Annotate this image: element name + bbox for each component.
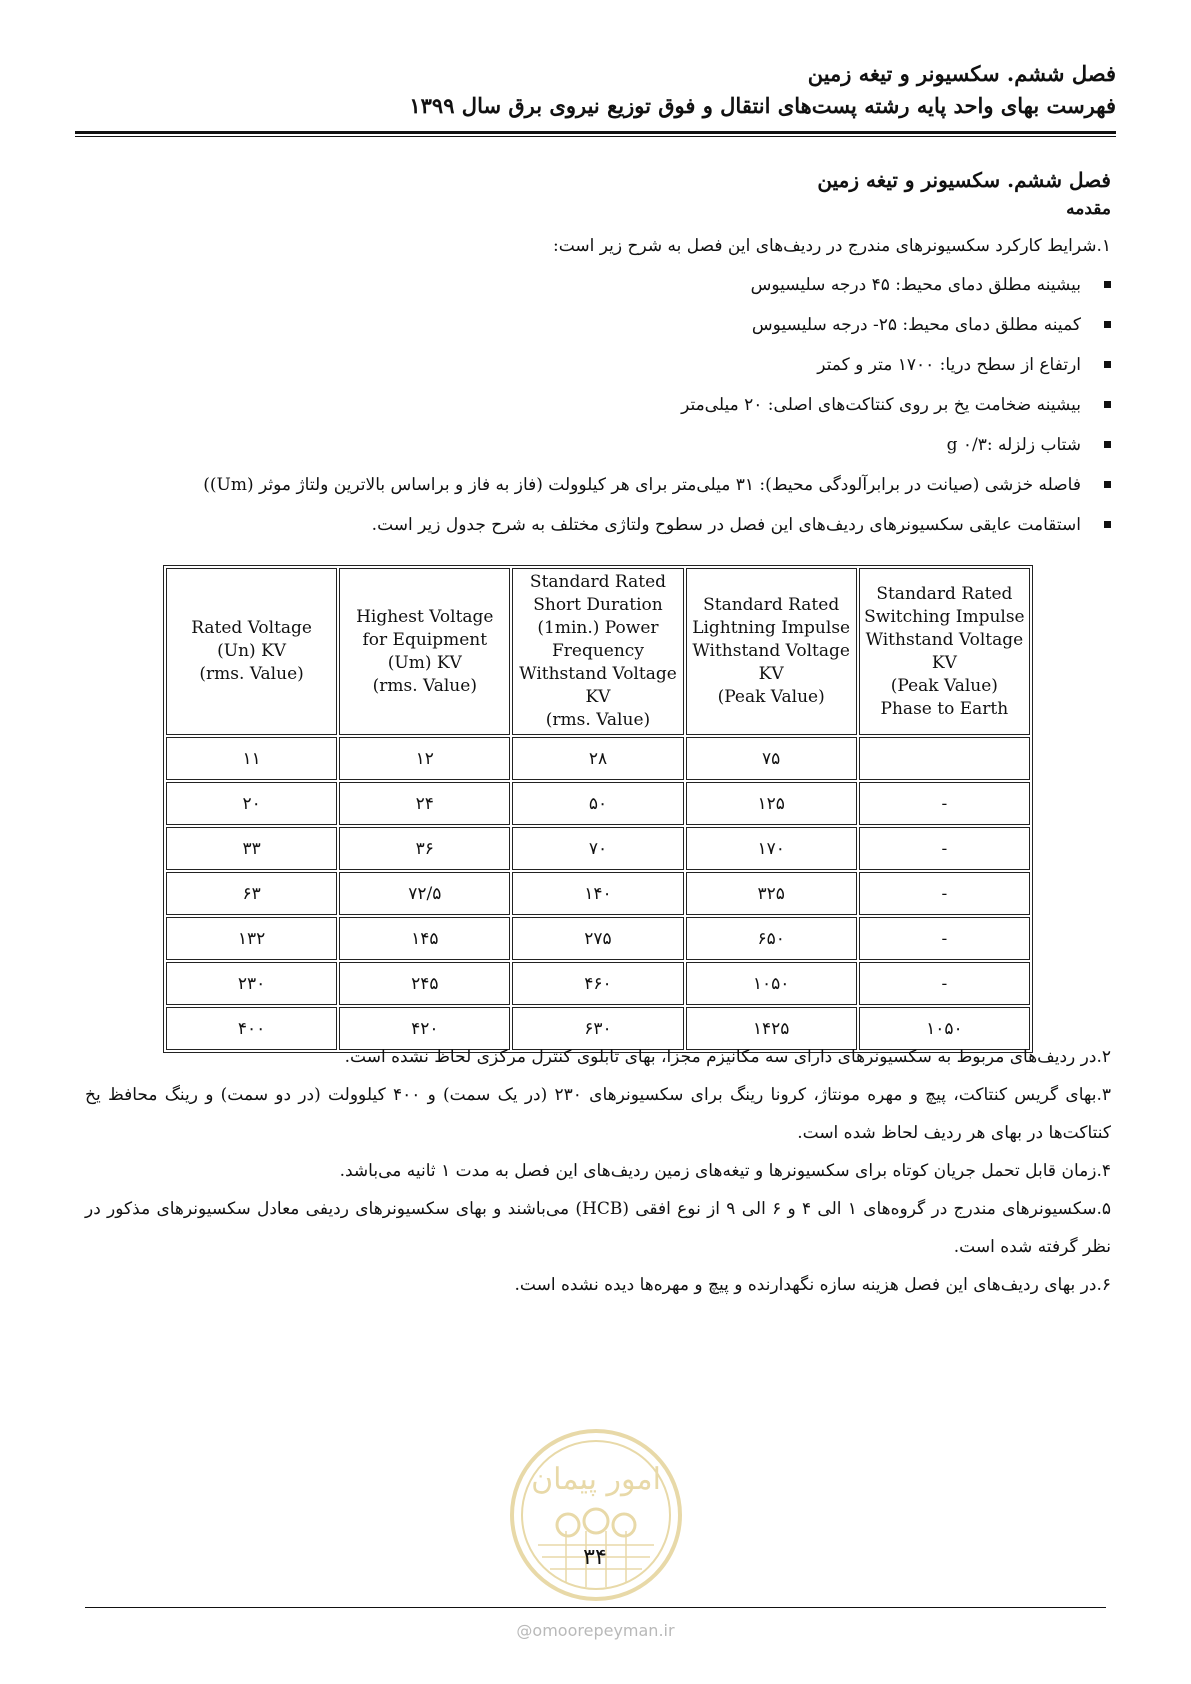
table-cell: ۲۰ (166, 782, 337, 825)
table-cell: ۲۸ (512, 737, 683, 780)
footer-rule (85, 1607, 1106, 1608)
list-item: استقامت عایقی سکسیونرهای ردیف‌های این فصل در سطوح ولتاژی مختلف به شرح جدول زیر است. (85, 505, 1081, 545)
header-chapter: فصل ششم. سکسیونر و تیغه زمین (807, 61, 1116, 86)
table-cell: ۱۴۲۵ (686, 1007, 857, 1050)
note-5: ۵.سکسیونرهای مندرج در گروه‌های ۱ الی ۴ و ۶ الی ۹ از نوع افقی (HCB) می‌باشند و بهای سکسیونرهای ردیفی معادل سکسیونرهای مذکور در نظر گرفته شده است. (85, 1199, 1111, 1257)
table-cell: ۱۱ (166, 737, 337, 780)
note-2: ۲.در ردیف‌های مربوط به سکسیونرهای دارای سه مکانیزم مجزا، بهای تابلوی کنترل مرکزی لحاظ نشده است. (344, 1047, 1111, 1067)
header-rule-thin (75, 136, 1116, 137)
note-3: ۳.بهای گریس کنتاکت، پیچ و مهره مونتاژ، کرونا رینگ برای سکسیونرهای ۲۳۰ (در یک سمت) و ۴۰۰ کیلوولت (در دو سمت) و رینگ محافظ یخ کنتاکت‌ها در بهای هر ردیف لحاظ شده است. (85, 1085, 1111, 1143)
table-cell: ۳۳ (166, 827, 337, 870)
note-4: ۴.زمان قابل تحمل جریان کوتاه برای سکسیونرها و تیغه‌های زمین ردیف‌های این فصل به مدت ۱ ثانیه می‌باشد. (339, 1161, 1111, 1181)
insulation-table (163, 565, 1033, 1053)
notes-section (85, 1038, 1111, 1304)
table-row (166, 962, 1030, 1005)
table-cell: - (859, 962, 1030, 1005)
table-cell: ۲۴ (339, 782, 510, 825)
table-cell: ۴۲۰ (339, 1007, 510, 1050)
list-item: بیشینه مطلق دمای محیط: ۴۵ درجه سلیسیوس (85, 265, 1081, 305)
table-cell: ۶۵۰ (686, 917, 857, 960)
table-row (166, 917, 1030, 960)
header-highest-voltage: Highest Voltage for Equipment (Um) KV (rms. Value) (339, 568, 510, 735)
table-cell: - (859, 827, 1030, 870)
table-cell: - (859, 872, 1030, 915)
table-cell (859, 737, 1030, 780)
page-number: ۳۴ (583, 1545, 607, 1570)
header-rated-voltage: Rated Voltage (Un) KV (rms. Value) (166, 568, 337, 735)
list-item: کمینه مطلق دمای محیط: ۲۵- درجه سلیسیوس (85, 305, 1081, 345)
table-cell: ۷۲/۵ (339, 872, 510, 915)
table-cell: ۴۶۰ (512, 962, 683, 1005)
table-cell: ۲۴۵ (339, 962, 510, 1005)
website-watermark: @omoorepeyman.ir (516, 1621, 675, 1640)
table-header-row (166, 568, 1030, 735)
table-cell: ۲۷۵ (512, 917, 683, 960)
table-cell: ۶۳ (166, 872, 337, 915)
note-6: ۶.در بهای ردیف‌های این فصل هزینه سازه نگهدارنده و پیچ و مهره‌ها دیده نشده است. (514, 1275, 1111, 1295)
table-body (166, 737, 1030, 1050)
table-cell: ۱۲ (339, 737, 510, 780)
section-title: فصل ششم. سکسیونر و تیغه زمین (817, 168, 1111, 192)
table-cell: - (859, 917, 1030, 960)
table-cell: ۱۰۵۰ (686, 962, 857, 1005)
table-cell: ۱۲۵ (686, 782, 857, 825)
seal-text: امور پیمان (531, 1462, 661, 1497)
table-row (166, 737, 1030, 780)
table-cell: ۳۶ (339, 827, 510, 870)
table-cell: ۵۰ (512, 782, 683, 825)
table-cell: ۱۷۰ (686, 827, 857, 870)
list-item: شتاب زلزله :g ۰/۳ (85, 425, 1081, 465)
header-switching-impulse: Standard Rated Switching Impulse Withstand Voltage KV (Peak Value) Phase to Earth (859, 568, 1030, 735)
table-row (166, 827, 1030, 870)
list-item: فاصله خزشی (صیانت در برابرآلودگی محیط): ۳۱ میلی‌متر برای هر کیلوولت (فاز به فاز و براساس بالاترین ولتاژ موثر (Um)) (85, 465, 1081, 505)
table-cell: ۱۳۲ (166, 917, 337, 960)
header-title: فهرست بهای واحد پایه رشته پست‌های انتقال و فوق توزیع نیروی برق سال ۱۳۹۹ (409, 93, 1116, 118)
table-cell: ۲۳۰ (166, 962, 337, 1005)
header-lightning-impulse: Standard Rated Lightning Impulse Withstand Voltage KV (Peak Value) (686, 568, 857, 735)
section-content (85, 165, 1111, 545)
table-cell: ۷۰ (512, 827, 683, 870)
conditions-list (85, 265, 1111, 545)
intro-label: مقدمه (1066, 199, 1111, 219)
table-cell: ۳۲۵ (686, 872, 857, 915)
list-item: بیشینه ضخامت یخ بر روی کنتاکت‌های اصلی: ۲۰ میلی‌متر (85, 385, 1081, 425)
table-cell: - (859, 782, 1030, 825)
paragraph-1: ۱.شرایط کارکرد سکسیونرهای مندرج در ردیف‌های این فصل به شرح زیر است: (553, 236, 1111, 256)
table-cell: ۷۵ (686, 737, 857, 780)
table-cell: ۶۳۰ (512, 1007, 683, 1050)
page-header (75, 58, 1116, 122)
table-row (166, 872, 1030, 915)
table-cell: ۴۰۰ (166, 1007, 337, 1050)
table-cell: ۱۴۵ (339, 917, 510, 960)
header-rule-thick (75, 131, 1116, 134)
header-power-frequency: Standard Rated Short Duration (1min.) Power Frequency Withstand Voltage KV (rms. Value) (512, 568, 683, 735)
list-item: ارتفاع از سطح دریا: ۱۷۰۰ متر و کمتر (85, 345, 1081, 385)
table-row (166, 782, 1030, 825)
seal-watermark (508, 1427, 684, 1603)
table-cell: ۱۴۰ (512, 872, 683, 915)
table-cell: ۱۰۵۰ (859, 1007, 1030, 1050)
